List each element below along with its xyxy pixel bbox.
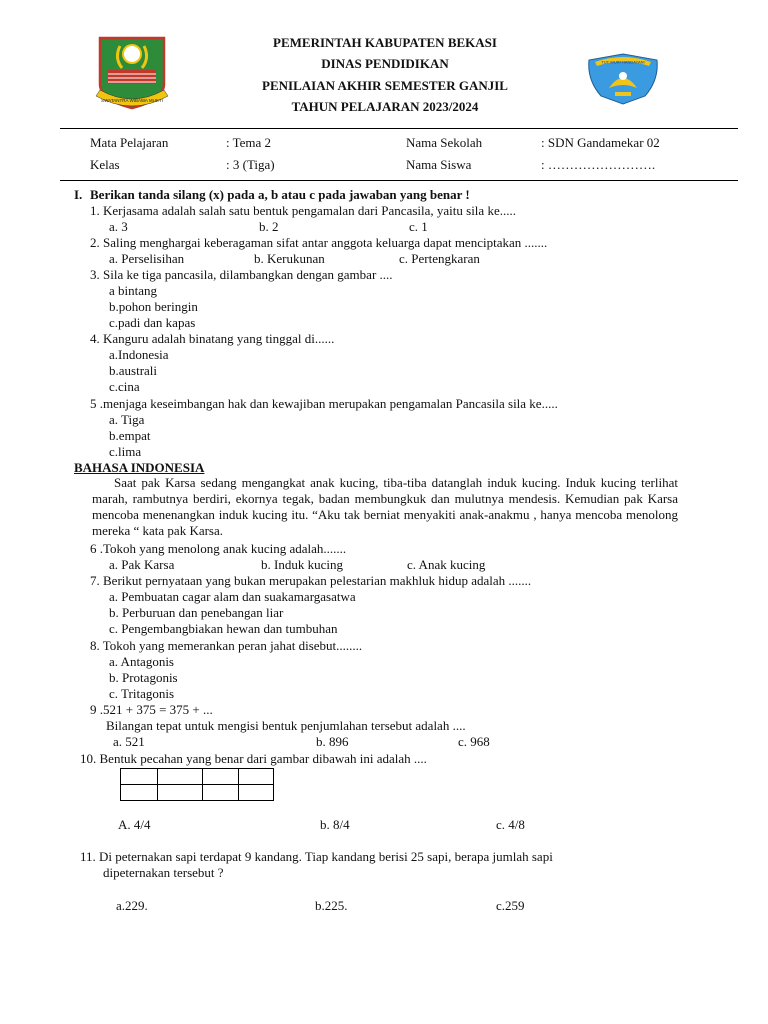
student-name-label: Nama Siswa [406,157,472,172]
tut-wuri-handayani-logo [585,50,661,106]
q6-option-b[interactable]: b. Induk kucing [261,557,343,572]
header-exam-title: PENILAIAN AKHIR SEMESTER GANJIL [262,78,508,93]
q4-option-b[interactable]: b.australi [109,363,158,378]
bekasi-motto: SWATANTRA WIBAWA MUKTI [101,98,163,103]
question-1: 1. Kerjasama adalah salah satu bentuk pengamalan dari Pancasila, yaitu sila ke..... [90,203,516,218]
grid-cell [203,785,239,801]
q2-option-a[interactable]: a. Perselisihan [109,251,185,266]
header-government: PEMERINTAH KABUPATEN BEKASI [273,35,497,50]
header-school-year: TAHUN PELAJARAN 2023/2024 [291,99,479,114]
q6-option-c[interactable]: c. Anak kucing [407,557,486,572]
q10-option-b[interactable]: b. 8/4 [320,817,350,832]
section-number: I. [74,187,83,202]
class-value: : 3 (Tiga) [226,157,275,172]
school-name-label: Nama Sekolah [406,135,483,150]
q5-option-c[interactable]: c.lima [109,444,142,459]
grid-cell [158,769,203,785]
info-divider [60,180,738,181]
q7-option-a[interactable]: a. Pembuatan cagar alam dan suakamargasatwa [109,589,356,604]
header-department: DINAS PENDIDIKAN [321,56,449,71]
q3-option-c[interactable]: c.padi dan kapas [109,315,196,330]
question-3: 3. Sila ke tiga pancasila, dilambangkan dengan gambar .... [90,267,393,282]
q1-option-a[interactable]: a. 3 [109,219,128,234]
q9-option-b[interactable]: b. 896 [316,734,349,749]
q5-option-a[interactable]: a. Tiga [109,412,145,427]
q11-option-c[interactable]: c.259 [496,898,525,913]
question-9: 9 .521 + 375 = 375 + ... [90,702,213,717]
school-name-value: : SDN Gandamekar 02 [541,135,660,150]
q11-option-a[interactable]: a.229. [116,898,148,913]
q10-option-c[interactable]: c. 4/8 [496,817,525,832]
header-divider [60,128,738,129]
grid-cell [121,769,158,785]
question-11: 11. Di peternakan sapi terdapat 9 kandang. Tiap kandang berisi 25 sapi, berapa jumlah sapi [80,849,553,864]
q2-option-c[interactable]: c. Pertengkaran [399,251,480,266]
student-name-field[interactable]: : ……………………. [541,157,656,172]
question-10: 10. Bentuk pecahan yang benar dari gambar dibawah ini adalah .... [80,751,427,766]
question-9-instruction: Bilangan tepat untuk mengisi bentuk penjumlahan tersebut adalah .... [106,718,466,733]
q1-option-b[interactable]: b. 2 [259,219,279,234]
subject-label: Mata Pelajaran [90,135,169,150]
grid-cell [239,769,274,785]
grid-cell [158,785,203,801]
q8-option-c[interactable]: c. Tritagonis [109,686,175,701]
q2-option-b[interactable]: b. Kerukunan [254,251,325,266]
q8-option-a[interactable]: a. Antagonis [109,654,174,669]
question-4: 4. Kanguru adalah binatang yang tinggal di...... [90,331,335,346]
class-label: Kelas [90,157,120,172]
q3-option-b[interactable]: b.pohon beringin [109,299,198,314]
subject-value: : Tema 2 [226,135,272,150]
grid-cell [239,785,274,801]
grid-cell [203,769,239,785]
q4-option-c[interactable]: c.cina [109,379,140,394]
tut-wuri-motto: TUT WURI HANDAYANI [601,59,645,65]
question-8: 8. Tokoh yang memerankan peran jahat disebut........ [90,638,363,653]
section-instruction: Berikan tanda silang (x) pada a, b atau c pada jawaban yang benar ! [90,187,470,202]
q9-option-c[interactable]: c. 968 [458,734,490,749]
question-6: 6 .Tokoh yang menolong anak kucing adalah....... [90,541,347,556]
grid-cell [121,785,158,801]
q9-option-a[interactable]: a. 521 [113,734,145,749]
q6-option-a[interactable]: a. Pak Karsa [109,557,175,572]
reading-passage: Saat pak Karsa sedang mengangkat anak kucing, tiba-tiba datanglah induk kucing. Induk kucing terlihat marah, rambutnya berdiri, ekornya tegak, badan membungkuk dan mulutnya mendesis. Kemudian pak Karsa mencoba menenangkan induk kucing itu. “Aku tak berniat menyakiti anak-anakmu , hanya mencoba menolong mereka “ kata pak Karsa. [92,475,678,538]
q10-option-a[interactable]: A. 4/4 [118,817,151,832]
fraction-grid-row [121,785,274,801]
bahasa-indonesia-title: BAHASA INDONESIA [74,460,205,475]
bekasi-crest-logo [92,32,172,112]
q11-option-b[interactable]: b.225. [315,898,348,913]
question-5: 5 .menjaga keseimbangan hak dan kewajiban merupakan pengamalan Pancasila sila ke..... [90,396,558,411]
fraction-grid-row [121,769,274,785]
question-2: 2. Saling menghargai keberagaman sifat antar anggota keluarga dapat menciptakan ....... [90,235,548,250]
q4-option-a[interactable]: a.Indonesia [109,347,169,362]
fraction-grid [120,768,274,801]
question-7: 7. Berikut pernyataan yang bukan merupakan pelestarian makhluk hidup adalah ....... [90,573,532,588]
q7-option-c[interactable]: c. Pengembangbiakan hewan dan tumbuhan [109,621,338,636]
q3-option-a[interactable]: a bintang [109,283,158,298]
q5-option-b[interactable]: b.empat [109,428,151,443]
q8-option-b[interactable]: b. Protagonis [109,670,178,685]
q7-option-b[interactable]: b. Perburuan dan penebangan liar [109,605,284,620]
q1-option-c[interactable]: c. 1 [409,219,428,234]
question-11-continued: dipeternakan tersebut ? [103,865,224,880]
